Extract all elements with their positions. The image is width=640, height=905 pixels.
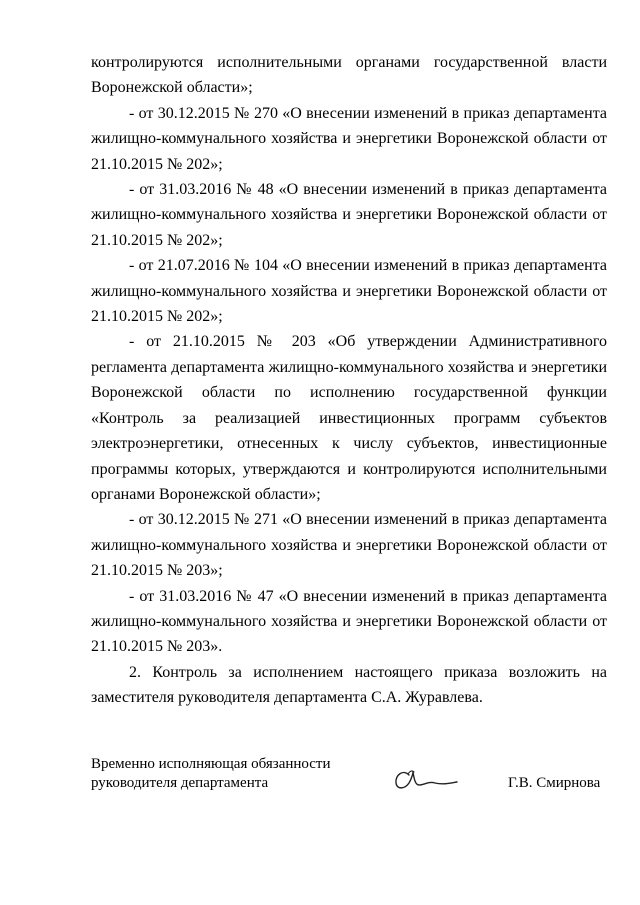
paragraph-item-2: 2. Контроль за исполнением настоящего приказа возложить на заместителя руководителя департамента С.А. Журавлева. bbox=[91, 663, 607, 707]
handwritten-signature-icon bbox=[391, 761, 461, 795]
paragraph-continuation: контролируются исполнительными органами государственной власти Воронежской области»; bbox=[91, 54, 607, 97]
list-item-order-271: - от 30.12.2015 № 271 «О внесении изменений в приказ департамента жилищно-коммунального хозяйства и энергетики Воронежской области от 21.10.2015 № 203»; bbox=[91, 511, 607, 580]
document-body bbox=[91, 50, 607, 711]
list-item-order-270: - от 30.12.2015 № 270 «О внесении изменений в приказ департамента жилищно-коммунального хозяйства и энергетики Воронежской области от 21.10.2015 № 202»; bbox=[91, 104, 607, 173]
signatory-role-line-1: Временно исполняющая обязанности bbox=[91, 756, 331, 772]
list-item-order-104: - от 21.07.2016 № 104 «О внесении изменений в приказ департамента жилищно-коммунального хозяйства и энергетики Воронежской области от 21.10.2015 № 202»; bbox=[91, 257, 607, 326]
list-item-order-203: - от 21.10.2015 № 203 «Об утверждении Административного регламента департамента жилищно-коммунального хозяйства и энергетики Воронежской области по исполнению государственной функции «Контроль за реализацией инвестиционных программ субъектов электроэнергетики, отнесенных к числу субъектов, инвестиционные программы которых, утверждаются и контролируются исполнительными органами Воронежской области»; bbox=[91, 333, 607, 503]
list-item-order-47: - от 31.03.2016 № 47 «О внесении изменений в приказ департамента жилищно-коммунального хозяйства и энергетики Воронежской области от 21.10.2015 № 203». bbox=[91, 587, 607, 656]
list-item-order-48: - от 31.03.2016 № 48 «О внесении изменений в приказ департамента жилищно-коммунального хозяйства и энергетики Воронежской области от 21.10.2015 № 202»; bbox=[91, 181, 607, 249]
signatory-name: Г.В. Смирнова bbox=[508, 775, 601, 791]
signatory-role bbox=[91, 755, 371, 793]
signatory-role-line-2: руководителя департамента bbox=[91, 775, 269, 791]
signature-block bbox=[91, 755, 611, 805]
